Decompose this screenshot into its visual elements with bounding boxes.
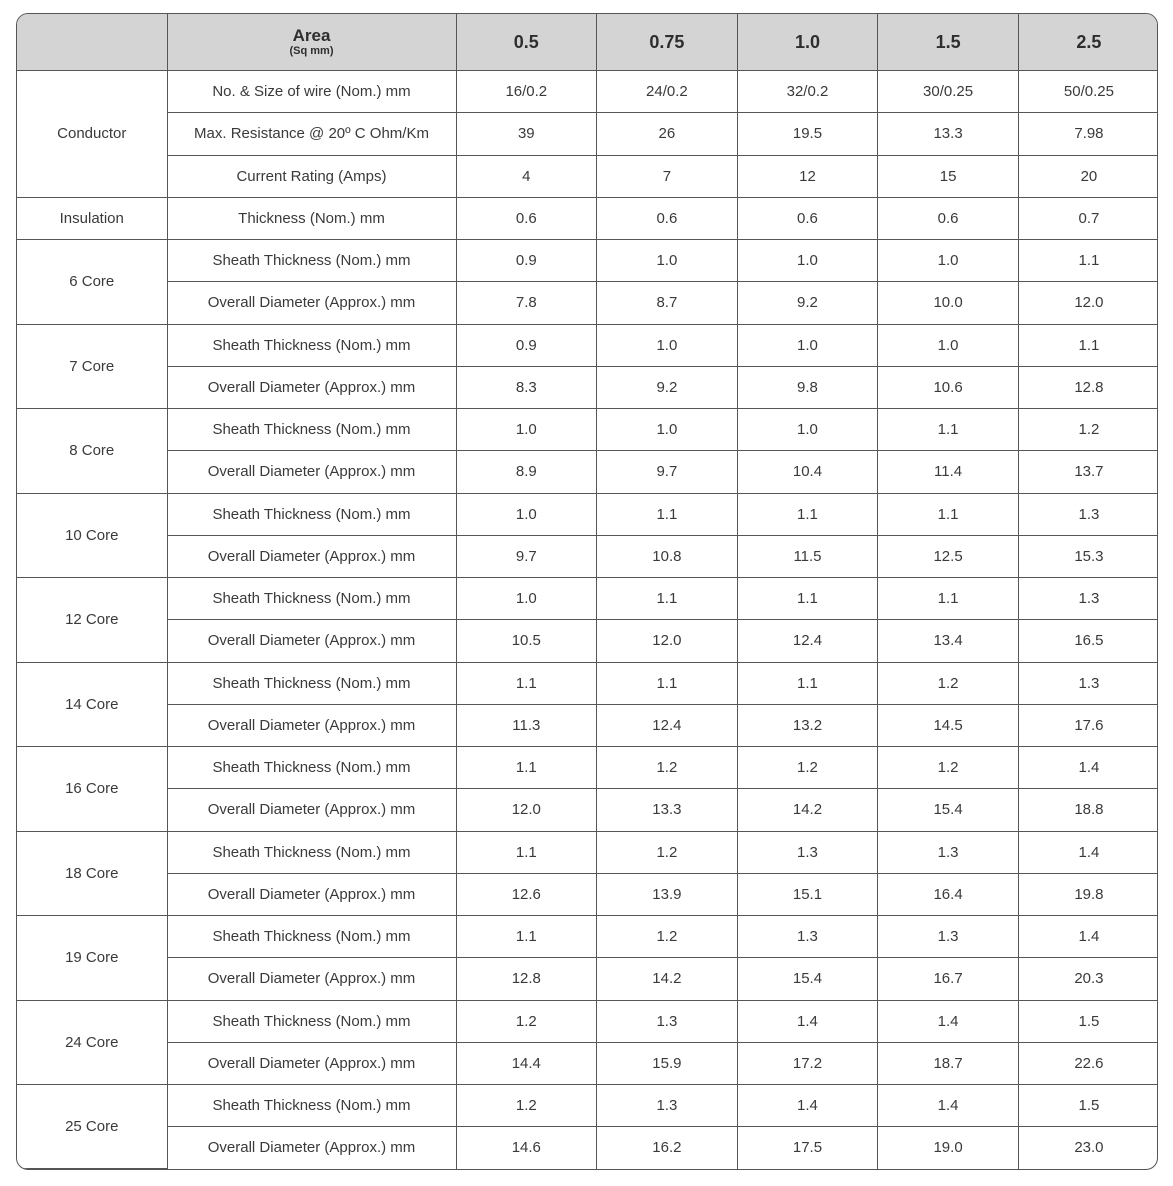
cable-spec-table	[17, 14, 1158, 1169]
value-cell: 10.4	[737, 451, 878, 493]
value-cell: 17.6	[1018, 704, 1158, 746]
value-cell: 1.0	[737, 324, 878, 366]
value-cell: 9.7	[456, 535, 597, 577]
table-row	[17, 662, 1158, 704]
value-cell: 1.3	[878, 916, 1019, 958]
group-label-cell: 8 Core	[17, 409, 167, 494]
value-cell: 1.3	[737, 916, 878, 958]
parameter-cell: Sheath Thickness (Nom.) mm	[167, 747, 456, 789]
value-cell: 8.7	[597, 282, 738, 324]
parameter-cell: Sheath Thickness (Nom.) mm	[167, 1000, 456, 1042]
value-cell: 1.4	[1018, 747, 1158, 789]
value-cell: 1.3	[1018, 493, 1158, 535]
table-row	[17, 240, 1158, 282]
parameter-cell: Overall Diameter (Approx.) mm	[167, 958, 456, 1000]
value-cell: 10.8	[597, 535, 738, 577]
parameter-cell: Sheath Thickness (Nom.) mm	[167, 831, 456, 873]
value-cell: 11.5	[737, 535, 878, 577]
parameter-cell: Overall Diameter (Approx.) mm	[167, 704, 456, 746]
value-cell: 1.2	[456, 1085, 597, 1127]
value-cell: 1.1	[878, 578, 1019, 620]
parameter-cell: No. & Size of wire (Nom.) mm	[167, 71, 456, 113]
table-row	[17, 620, 1158, 662]
table-row	[17, 324, 1158, 366]
value-cell: 1.2	[737, 747, 878, 789]
area-header-cell	[167, 14, 456, 71]
value-cell: 12.0	[597, 620, 738, 662]
group-label-cell: Conductor	[17, 71, 167, 198]
table-row	[17, 1085, 1158, 1127]
value-cell: 1.1	[878, 493, 1019, 535]
table-row	[17, 578, 1158, 620]
parameter-cell: Current Rating (Amps)	[167, 155, 456, 197]
table-row	[17, 155, 1158, 197]
value-cell: 32/0.2	[737, 71, 878, 113]
value-cell: 0.6	[597, 197, 738, 239]
value-cell: 14.4	[456, 1042, 597, 1084]
group-label-cell: 16 Core	[17, 747, 167, 832]
table-row	[17, 873, 1158, 915]
value-cell: 39	[456, 113, 597, 155]
value-cell: 1.0	[597, 324, 738, 366]
parameter-cell: Sheath Thickness (Nom.) mm	[167, 578, 456, 620]
table-row	[17, 409, 1158, 451]
value-cell: 12.4	[737, 620, 878, 662]
table-row	[17, 747, 1158, 789]
area-title: Area	[292, 25, 331, 45]
table-row	[17, 535, 1158, 577]
value-cell: 1.0	[737, 409, 878, 451]
table-row	[17, 1000, 1158, 1042]
value-cell: 1.1	[1018, 240, 1158, 282]
value-cell: 17.5	[737, 1127, 878, 1169]
parameter-cell: Overall Diameter (Approx.) mm	[167, 1042, 456, 1084]
value-cell: 15	[878, 155, 1019, 197]
value-cell: 18.7	[878, 1042, 1019, 1084]
value-cell: 16.4	[878, 873, 1019, 915]
value-cell: 1.2	[597, 916, 738, 958]
value-cell: 1.3	[1018, 578, 1158, 620]
group-label-cell: 6 Core	[17, 240, 167, 325]
value-cell: 13.4	[878, 620, 1019, 662]
value-cell: 1.2	[597, 831, 738, 873]
value-cell: 12.8	[1018, 366, 1158, 408]
table-row	[17, 916, 1158, 958]
value-cell: 1.2	[878, 662, 1019, 704]
value-cell: 13.2	[737, 704, 878, 746]
value-cell: 13.3	[597, 789, 738, 831]
value-cell: 1.4	[1018, 831, 1158, 873]
group-label-cell: 7 Core	[17, 324, 167, 409]
value-cell: 20	[1018, 155, 1158, 197]
value-cell: 1.3	[878, 831, 1019, 873]
value-cell: 12.0	[1018, 282, 1158, 324]
value-cell: 15.4	[878, 789, 1019, 831]
area-unit: (Sq mm)	[289, 44, 334, 57]
value-cell: 15.9	[597, 1042, 738, 1084]
value-cell: 1.2	[878, 747, 1019, 789]
parameter-cell: Overall Diameter (Approx.) mm	[167, 451, 456, 493]
group-label-cell: Insulation	[17, 197, 167, 239]
table-row	[17, 366, 1158, 408]
parameter-cell: Sheath Thickness (Nom.) mm	[167, 662, 456, 704]
value-cell: 1.0	[456, 578, 597, 620]
value-cell: 12.8	[456, 958, 597, 1000]
value-cell: 1.1	[737, 493, 878, 535]
value-cell: 1.5	[1018, 1000, 1158, 1042]
value-cell: 11.4	[878, 451, 1019, 493]
value-cell: 23.0	[1018, 1127, 1158, 1169]
value-cell: 16.7	[878, 958, 1019, 1000]
value-cell: 16.5	[1018, 620, 1158, 662]
value-cell: 10.5	[456, 620, 597, 662]
table-row	[17, 451, 1158, 493]
table-row	[17, 704, 1158, 746]
size-header-cell: 1.0	[737, 14, 878, 71]
value-cell: 9.2	[737, 282, 878, 324]
value-cell: 0.6	[878, 197, 1019, 239]
value-cell: 1.1	[597, 662, 738, 704]
cable-spec-table-container	[16, 13, 1158, 1170]
value-cell: 1.1	[456, 831, 597, 873]
value-cell: 14.5	[878, 704, 1019, 746]
value-cell: 8.3	[456, 366, 597, 408]
value-cell: 10.0	[878, 282, 1019, 324]
value-cell: 1.3	[597, 1085, 738, 1127]
value-cell: 12	[737, 155, 878, 197]
value-cell: 1.4	[737, 1000, 878, 1042]
group-label-cell: 12 Core	[17, 578, 167, 663]
value-cell: 1.3	[1018, 662, 1158, 704]
value-cell: 9.2	[597, 366, 738, 408]
value-cell: 1.0	[456, 493, 597, 535]
value-cell: 1.0	[597, 409, 738, 451]
value-cell: 1.3	[737, 831, 878, 873]
value-cell: 17.2	[737, 1042, 878, 1084]
parameter-cell: Sheath Thickness (Nom.) mm	[167, 916, 456, 958]
value-cell: 0.6	[456, 197, 597, 239]
group-label-cell: 25 Core	[17, 1085, 167, 1169]
value-cell: 11.3	[456, 704, 597, 746]
value-cell: 13.7	[1018, 451, 1158, 493]
value-cell: 1.1	[1018, 324, 1158, 366]
size-header-cell: 0.5	[456, 14, 597, 71]
table-row	[17, 1042, 1158, 1084]
value-cell: 0.9	[456, 324, 597, 366]
value-cell: 1.4	[737, 1085, 878, 1127]
value-cell: 1.2	[597, 747, 738, 789]
group-label-cell: 18 Core	[17, 831, 167, 916]
value-cell: 14.2	[737, 789, 878, 831]
parameter-cell: Sheath Thickness (Nom.) mm	[167, 493, 456, 535]
parameter-cell: Thickness (Nom.) mm	[167, 197, 456, 239]
size-header-cell: 2.5	[1018, 14, 1158, 71]
header-row	[17, 14, 1158, 71]
parameter-cell: Overall Diameter (Approx.) mm	[167, 1127, 456, 1169]
value-cell: 12.4	[597, 704, 738, 746]
table-row	[17, 71, 1158, 113]
group-label-cell: 14 Core	[17, 662, 167, 747]
value-cell: 0.6	[737, 197, 878, 239]
value-cell: 8.9	[456, 451, 597, 493]
parameter-cell: Sheath Thickness (Nom.) mm	[167, 240, 456, 282]
value-cell: 1.0	[597, 240, 738, 282]
group-label-cell: 24 Core	[17, 1000, 167, 1085]
value-cell: 13.3	[878, 113, 1019, 155]
value-cell: 9.8	[737, 366, 878, 408]
value-cell: 1.3	[597, 1000, 738, 1042]
group-label-cell: 19 Core	[17, 916, 167, 1001]
value-cell: 26	[597, 113, 738, 155]
group-label-cell: 10 Core	[17, 493, 167, 578]
value-cell: 1.1	[456, 662, 597, 704]
value-cell: 24/0.2	[597, 71, 738, 113]
value-cell: 1.1	[737, 578, 878, 620]
value-cell: 1.2	[456, 1000, 597, 1042]
value-cell: 1.4	[878, 1000, 1019, 1042]
value-cell: 9.7	[597, 451, 738, 493]
value-cell: 1.0	[737, 240, 878, 282]
value-cell: 14.6	[456, 1127, 597, 1169]
parameter-cell: Sheath Thickness (Nom.) mm	[167, 324, 456, 366]
table-row	[17, 493, 1158, 535]
value-cell: 1.0	[878, 324, 1019, 366]
value-cell: 1.1	[878, 409, 1019, 451]
size-header-cell: 0.75	[597, 14, 738, 71]
table-row	[17, 789, 1158, 831]
value-cell: 12.0	[456, 789, 597, 831]
value-cell: 7	[597, 155, 738, 197]
value-cell: 15.1	[737, 873, 878, 915]
parameter-cell: Overall Diameter (Approx.) mm	[167, 535, 456, 577]
value-cell: 19.8	[1018, 873, 1158, 915]
table-row	[17, 113, 1158, 155]
value-cell: 16/0.2	[456, 71, 597, 113]
table-header	[17, 14, 1158, 71]
value-cell: 1.2	[1018, 409, 1158, 451]
parameter-cell: Overall Diameter (Approx.) mm	[167, 789, 456, 831]
value-cell: 14.2	[597, 958, 738, 1000]
value-cell: 1.1	[456, 747, 597, 789]
value-cell: 16.2	[597, 1127, 738, 1169]
size-header-cell: 1.5	[878, 14, 1019, 71]
value-cell: 15.3	[1018, 535, 1158, 577]
value-cell: 15.4	[737, 958, 878, 1000]
value-cell: 19.0	[878, 1127, 1019, 1169]
value-cell: 1.1	[597, 578, 738, 620]
value-cell: 0.9	[456, 240, 597, 282]
value-cell: 1.1	[737, 662, 878, 704]
value-cell: 13.9	[597, 873, 738, 915]
table-body	[17, 71, 1158, 1169]
value-cell: 10.6	[878, 366, 1019, 408]
parameter-cell: Overall Diameter (Approx.) mm	[167, 282, 456, 324]
value-cell: 18.8	[1018, 789, 1158, 831]
value-cell: 1.4	[878, 1085, 1019, 1127]
value-cell: 7.8	[456, 282, 597, 324]
parameter-cell: Sheath Thickness (Nom.) mm	[167, 409, 456, 451]
parameter-cell: Sheath Thickness (Nom.) mm	[167, 1085, 456, 1127]
value-cell: 12.5	[878, 535, 1019, 577]
value-cell: 50/0.25	[1018, 71, 1158, 113]
value-cell: 19.5	[737, 113, 878, 155]
value-cell: 1.1	[456, 916, 597, 958]
value-cell: 30/0.25	[878, 71, 1019, 113]
value-cell: 1.5	[1018, 1085, 1158, 1127]
table-row	[17, 282, 1158, 324]
value-cell: 7.98	[1018, 113, 1158, 155]
value-cell: 0.7	[1018, 197, 1158, 239]
value-cell: 1.4	[1018, 916, 1158, 958]
value-cell: 20.3	[1018, 958, 1158, 1000]
header-corner-cell	[17, 14, 167, 71]
parameter-cell: Max. Resistance @ 20º C Ohm/Km	[167, 113, 456, 155]
value-cell: 1.1	[597, 493, 738, 535]
value-cell: 1.0	[456, 409, 597, 451]
value-cell: 22.6	[1018, 1042, 1158, 1084]
value-cell: 12.6	[456, 873, 597, 915]
value-cell: 4	[456, 155, 597, 197]
table-row	[17, 958, 1158, 1000]
parameter-cell: Overall Diameter (Approx.) mm	[167, 366, 456, 408]
parameter-cell: Overall Diameter (Approx.) mm	[167, 873, 456, 915]
parameter-cell: Overall Diameter (Approx.) mm	[167, 620, 456, 662]
table-row	[17, 197, 1158, 239]
table-row	[17, 1127, 1158, 1169]
value-cell: 1.0	[878, 240, 1019, 282]
table-row	[17, 831, 1158, 873]
